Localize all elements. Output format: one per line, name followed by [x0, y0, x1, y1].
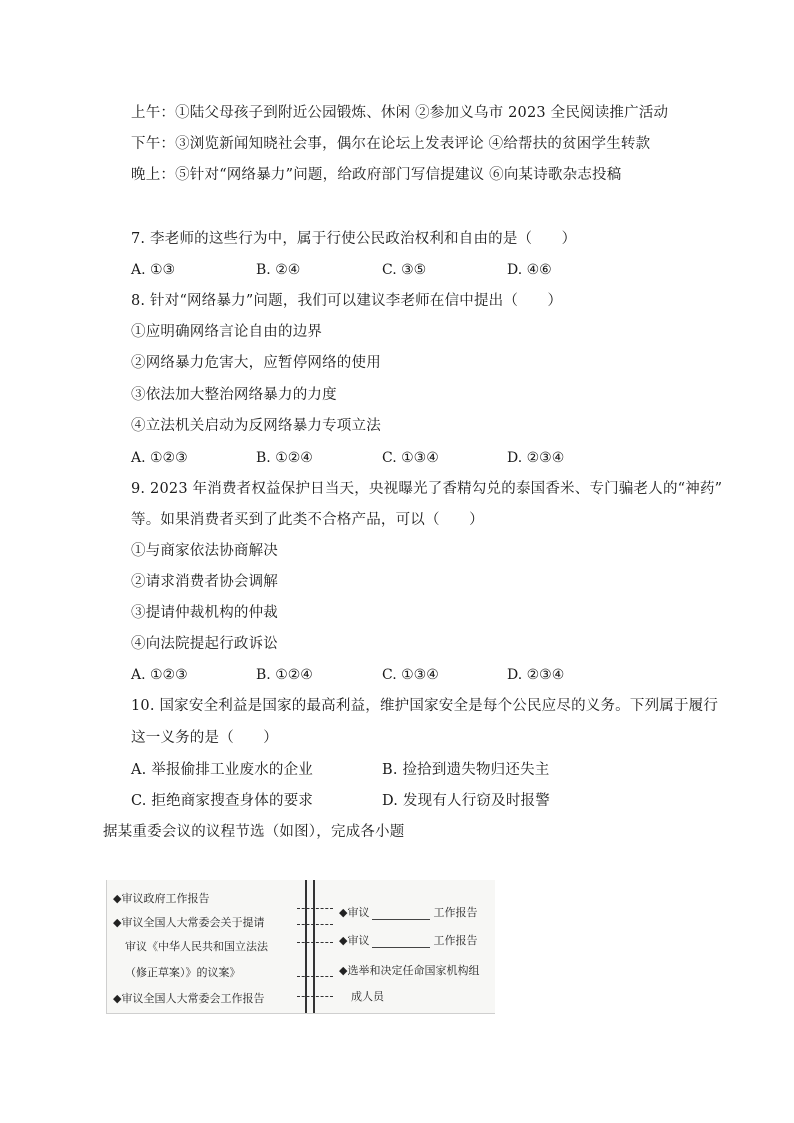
fill-blank-1: [372, 909, 430, 920]
timeline-line-left: [305, 880, 307, 1013]
agenda-right-item-3-cont: 成人员: [351, 990, 384, 1003]
q9-stem-line1: 9. 2023 年消费者权益保护日当天，央视曝光了香精勾兑的泰国香米、专门骗老人的“神药”: [131, 481, 723, 497]
q7-option-c: C. ③⑤: [382, 262, 427, 278]
q8-option-c: C. ①③④: [382, 450, 439, 466]
q8-item-2: ②网络暴力危害大，应暂停网络的使用: [131, 355, 381, 371]
agenda-left-item-4: （修正草案）》的议案》: [125, 966, 241, 979]
agenda-left-item-5: ◆审议全国人大常委会工作报告: [113, 992, 265, 1005]
q10-stem-line1: 10. 国家安全利益是国家的最高利益，维护国家安全是每个公民应尽的义务。下列属于履行: [131, 698, 719, 714]
q9-item-2: ②请求消费者协会调解: [131, 574, 278, 590]
connector-1: [297, 908, 333, 909]
figure-intro: 据某重委会议的议程节选（如图），完成各小题: [103, 824, 405, 840]
q9-item-4: ④向法院提起行政诉讼: [131, 636, 278, 652]
q9-item-1: ①与商家依法协商解决: [131, 543, 278, 559]
q9-stem-line2: 等。如果消费者买到了此类不合格产品，可以（ ）: [131, 512, 484, 528]
timeline-line-right: [313, 880, 315, 1013]
connector-2: [297, 924, 333, 925]
agenda-left-item-3: 审议《中华人民共和国立法法: [125, 940, 268, 953]
connector-4: [297, 976, 333, 977]
q9-option-a: A. ①②③: [131, 667, 188, 683]
q7-option-a: A. ①③: [131, 262, 176, 278]
q7-stem: 7. 李老师的这些行为中，属于行使公民政治权利和自由的是（ ）: [131, 231, 577, 247]
agenda-figure: [106, 880, 495, 1014]
q8-item-4: ④立法机关启动为反网络暴力专项立法: [131, 418, 381, 434]
q8-option-a: A. ①②③: [131, 450, 188, 466]
agenda-left-item-2: ◆审议全国人大常委会关于提请: [113, 916, 265, 929]
connector-3: [297, 942, 333, 943]
q8-option-b: B. ①②④: [256, 450, 313, 466]
schedule-afternoon: 下午：③浏览新闻知晓社会事，偶尔在论坛上发表评论 ④给帮扶的贫困学生转款: [131, 136, 651, 152]
q10-stem-line2: 这一义务的是（ ）: [131, 730, 278, 746]
agenda-right-item-3: ◆选举和决定任命国家机构组: [339, 964, 480, 977]
fill-blank-2: [372, 937, 430, 948]
q8-option-d: D. ②③④: [507, 450, 565, 466]
connector-5: [297, 996, 333, 997]
q7-option-b: B. ②④: [256, 262, 301, 278]
q9-item-3: ③提请仲裁机构的仲裁: [131, 605, 278, 621]
agenda-right-item-2: ◆审议 工作报告: [339, 934, 478, 947]
q10-option-d: D. 发现有人行窃及时报警: [382, 793, 550, 809]
agenda-right-item-1: ◆审议 工作报告: [339, 906, 478, 919]
q10-option-a: A. 举报偷排工业废水的企业: [131, 762, 313, 778]
agenda-left-item-1: ◆审议政府工作报告: [113, 892, 210, 905]
q9-option-c: C. ①③④: [382, 667, 439, 683]
q8-stem: 8. 针对“网络暴力”问题，我们可以建议李老师在信中提出（ ）: [131, 293, 563, 309]
schedule-evening: 晚上：⑤针对“网络暴力”问题，给政府部门写信提建议 ⑥向某诗歌杂志投稿: [131, 167, 622, 183]
q10-option-b: B. 捡拾到遗失物归还失主: [382, 762, 550, 778]
q9-option-b: B. ①②④: [256, 667, 313, 683]
q8-item-1: ①应明确网络言论自由的边界: [131, 324, 323, 340]
q7-option-d: D. ④⑥: [507, 262, 552, 278]
q10-option-c: C. 拒绝商家搜查身体的要求: [131, 793, 314, 809]
q9-option-d: D. ②③④: [507, 667, 565, 683]
schedule-morning: 上午：①陆父母孩子到附近公园锻炼、休闲 ②参加义乌市 2023 全民阅读推广活动: [131, 105, 669, 121]
q8-item-3: ③依法加大整治网络暴力的力度: [131, 387, 337, 403]
